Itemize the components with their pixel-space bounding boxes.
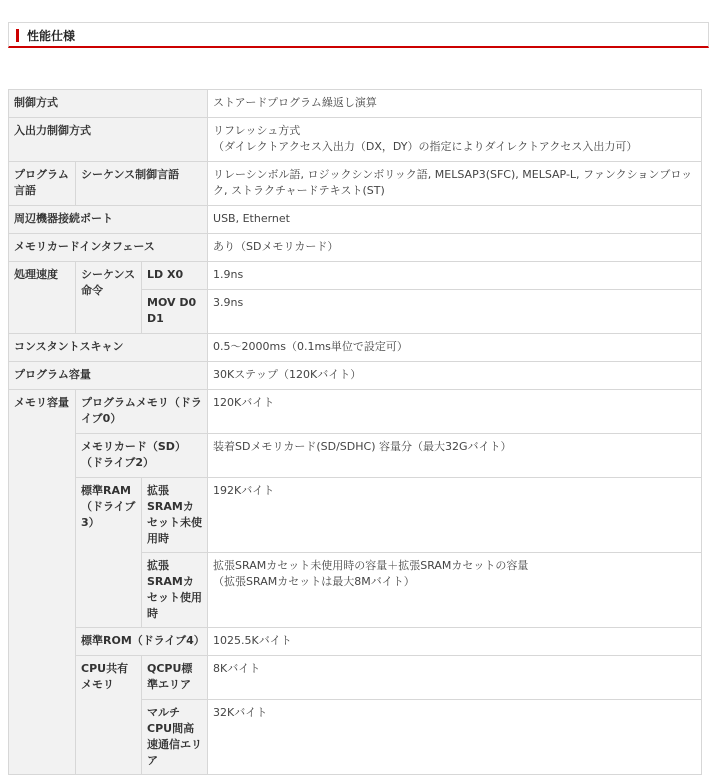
row-sub-label: メモリカード（SD）（ドライブ2）: [76, 434, 208, 478]
row-value: 32Kバイト: [208, 700, 702, 775]
value-line: リフレッシュ方式: [213, 124, 301, 137]
heading-accent-bar: [16, 29, 19, 42]
table-row: [9, 162, 702, 206]
row-value: 3.9ns: [208, 290, 702, 334]
row-value: USB, Ethernet: [208, 206, 702, 234]
row-value: 装着SDメモリカード(SD/SDHC) 容量分（最大32Gバイト）: [208, 434, 702, 478]
table-row: [9, 656, 702, 700]
row-value: ストアードプログラム繰返し演算: [208, 90, 702, 118]
row-label: 入出力制御方式: [9, 118, 208, 162]
row-value: 192Kバイト: [208, 478, 702, 553]
row-sub-sub-label: マルチCPU間高速通信エリア: [142, 700, 208, 775]
row-value: 1.9ns: [208, 262, 702, 290]
row-label: 処理速度: [9, 262, 76, 334]
row-sub-label: シーケンス制御言語: [76, 162, 208, 206]
row-value: 1025.5Kバイト: [208, 628, 702, 656]
table-row: [9, 90, 702, 118]
value-line: 拡張SRAMカセット未使用時の容量＋拡張SRAMカセットの容量: [213, 559, 529, 572]
table-row: [9, 118, 702, 162]
table-row: [9, 206, 702, 234]
row-label: プログラム言語: [9, 162, 76, 206]
row-value: 30Kステップ（120Kバイト）: [208, 362, 702, 390]
row-value: リレーシンボル語, ロジックシンボリック語, MELSAP3(SFC), MELSAP-L, ファンクションブロック, ストラクチャードテキスト(ST): [208, 162, 702, 206]
row-value: あり（SDメモリカード）: [208, 234, 702, 262]
row-sub-label: CPU共有メモリ: [76, 656, 142, 775]
table-row: [9, 628, 702, 656]
spec-table: [8, 89, 702, 775]
row-value: [208, 553, 702, 628]
row-sub-sub-label: 拡張SRAMカセット未使用時: [142, 478, 208, 553]
value-line: （ダイレクトアクセス入出力（DX，DY）の指定によりダイレクトアクセス入出力可）: [213, 140, 638, 153]
row-value: 120Kバイト: [208, 390, 702, 434]
row-sub-sub-label: QCPU標準エリア: [142, 656, 208, 700]
table-row: [9, 434, 702, 478]
instruction-label: LD X0: [142, 262, 208, 290]
row-value: 8Kバイト: [208, 656, 702, 700]
section-heading: [8, 22, 709, 48]
row-value: [208, 118, 702, 162]
table-row: [9, 478, 702, 553]
table-row: [9, 262, 702, 290]
row-sub-label: シーケンス命令: [76, 262, 142, 334]
row-sub-label: 標準RAM（ドライブ3）: [76, 478, 142, 628]
section-title: 性能仕様: [27, 29, 76, 43]
row-value: 0.5～2000ms（0.1ms単位で設定可）: [208, 334, 702, 362]
instruction-label: MOV D0 D1: [142, 290, 208, 334]
row-label: 周辺機器接続ポート: [9, 206, 208, 234]
row-sub-label: 標準ROM（ドライブ4）: [76, 628, 208, 656]
table-row: [9, 362, 702, 390]
row-sub-label: プログラムメモリ（ドライブ0）: [76, 390, 208, 434]
value-line: （拡張SRAMカセットは最大8Mバイト）: [213, 575, 415, 588]
table-row: [9, 234, 702, 262]
row-label: メモリ容量: [9, 390, 76, 775]
row-label: プログラム容量: [9, 362, 208, 390]
row-label: 制御方式: [9, 90, 208, 118]
row-label: コンスタントスキャン: [9, 334, 208, 362]
table-row: [9, 390, 702, 434]
row-label: メモリカードインタフェース: [9, 234, 208, 262]
row-sub-sub-label: 拡張SRAMカセット使用時: [142, 553, 208, 628]
table-row: [9, 334, 702, 362]
